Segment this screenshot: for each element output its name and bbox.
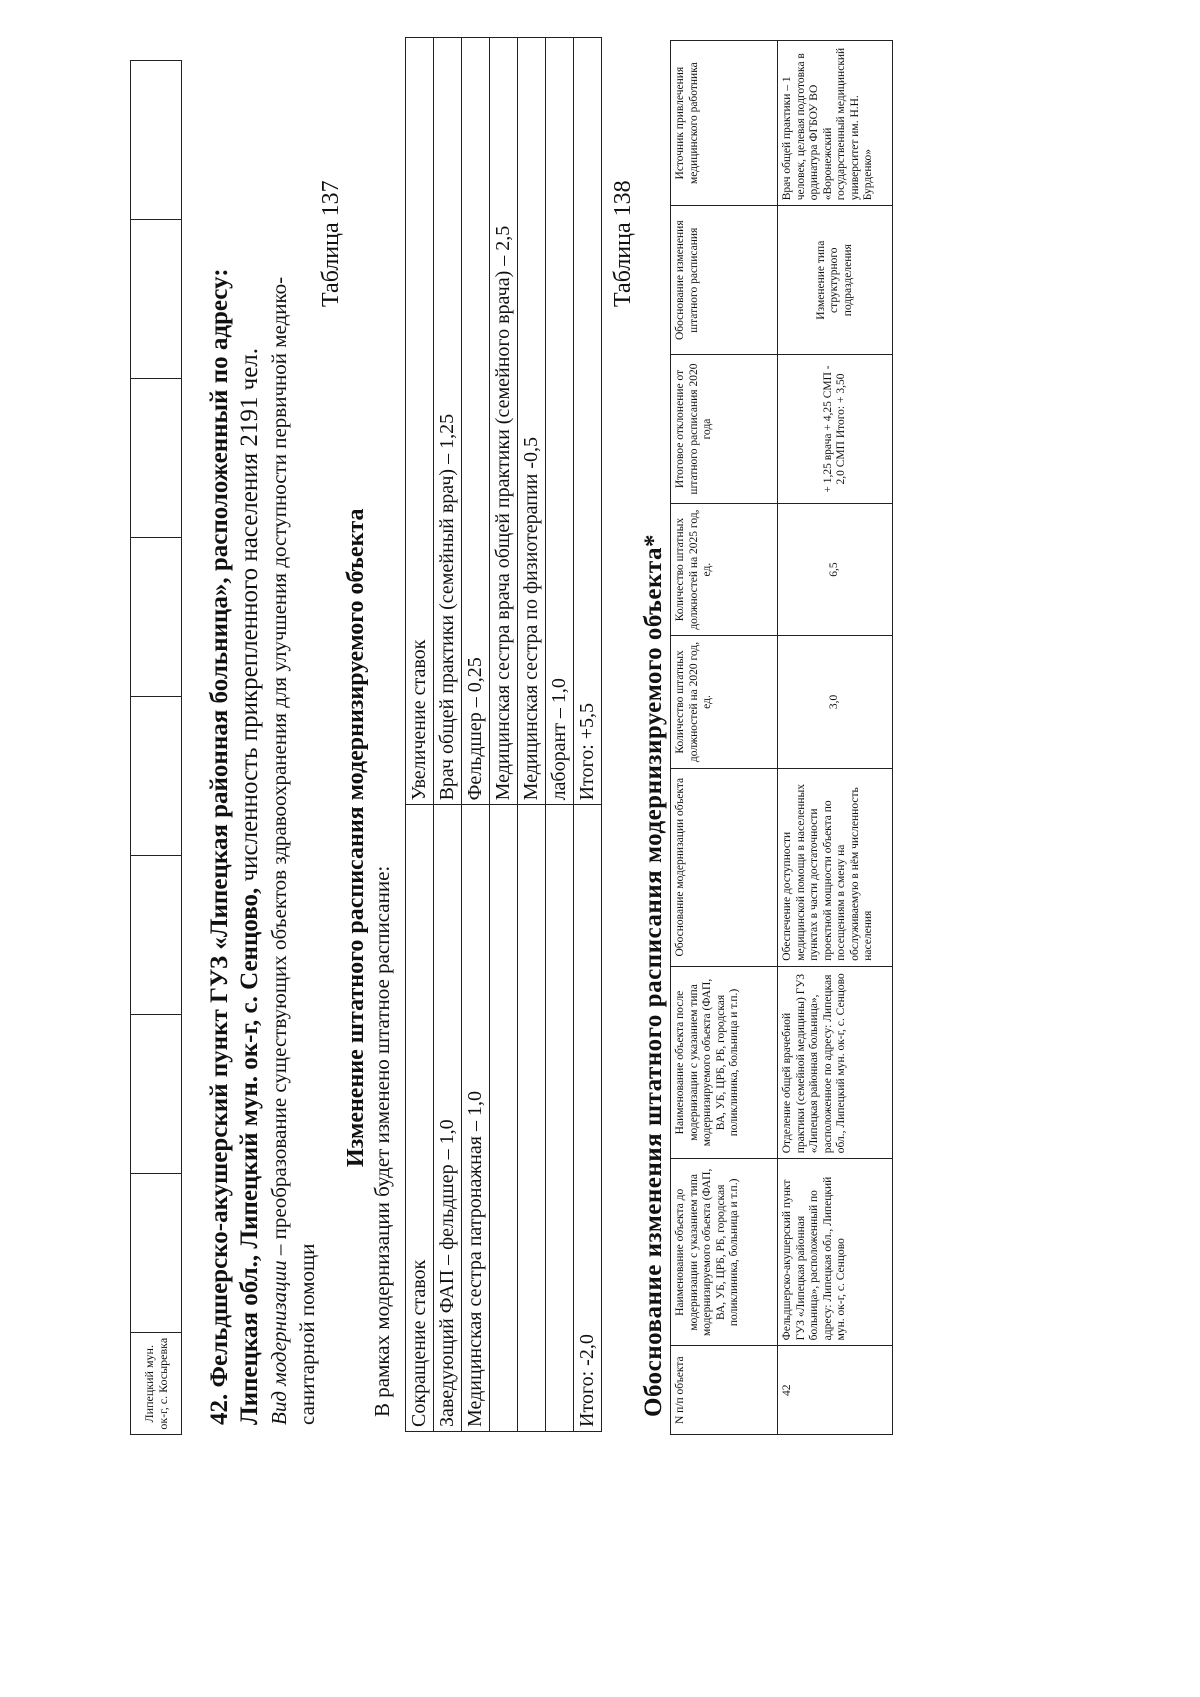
table-cell: Изменение типа структурного подразделения (778, 206, 893, 355)
table137-label: Таблица 137 (318, 180, 344, 307)
table-row (518, 38, 546, 1432)
column-header: Количество штатных должностей на 2025 год, ед. (671, 503, 778, 635)
table-cell (546, 805, 574, 1432)
table137-title: Изменение штатного расписания модернизируемого объекта (343, 508, 369, 1167)
table137-intro: В рамках модернизации будет изменено штатное расписание: (370, 865, 394, 1417)
table-cell: 6,5 (778, 503, 893, 635)
table-cell (518, 805, 546, 1432)
table-cell: Медицинская сестра патронажная – 1,0 (462, 805, 490, 1432)
table-row (462, 38, 490, 1432)
table-cell: Увеличение ставок (406, 38, 434, 805)
table-row (406, 38, 434, 1432)
heading-line2-bold: Липецкая обл., Липецкий мун. ок-г, с. Сенцово, (236, 887, 263, 1425)
table-row (490, 38, 518, 1432)
column-header: Обоснование модернизации объекта (671, 768, 778, 966)
table-cell: Врач общей практики – 1 человек, целевая подготовка в ординатура ФГБОУ ВО «Воронежский государственный медицинский университет им. Н.Н. Бурденко» (778, 41, 893, 206)
table-cell: Сокращение ставок (406, 805, 434, 1432)
table-cell: Заведующий ФАП – фельдшер – 1,0 (434, 805, 462, 1432)
table-cell: 42 (778, 1346, 893, 1435)
table138-title: Обоснование изменения штатного расписания модернизируемого объекта* (640, 534, 667, 1417)
table-cell: + 1,25 врача + 4,25 СМП - 2,0 СМП Итого: + 3,50 (778, 355, 893, 504)
vid-text: – преобразование существующих объектов здравоохранения для улучшения доступности первичной медико- (267, 276, 291, 1261)
column-header: N п/п объекта (671, 1346, 778, 1435)
top-strip-cell (131, 1174, 182, 1333)
table-row (546, 38, 574, 1432)
column-header: Наименование объекта после модернизации с указанием типа модернизируемого объекта (ФАП, ВА, УБ, ЦРБ, РБ, городская поликлиника, больница и т.п.) (671, 966, 778, 1159)
top-strip-cell: Липецкий мун. ок-г, с. Косыревка (131, 1333, 182, 1435)
table138-label: Таблица 138 (610, 180, 636, 307)
top-strip-cell (131, 697, 182, 856)
table-cell: Итого: +5,5 (574, 38, 602, 805)
table-cell: лаборант – 1,0 (546, 38, 574, 805)
staffing-change-table (405, 37, 602, 1432)
table-cell: Медицинская сестра по физиотерапии -0,5 (518, 38, 546, 805)
top-strip-cell (131, 856, 182, 1015)
heading-line2-rest: численность прикрепленного населения 2191 чел. (236, 347, 263, 888)
column-header: Количество штатных должностей на 2020 год, ед. (671, 636, 778, 768)
top-strip-cell (131, 379, 182, 538)
column-header: Наименование объекта до модернизации с указанием типа модернизируемого объекта (ФАП, ВА, УБ, ЦРБ, РБ, городская поликлиника, больница и т.п.) (671, 1159, 778, 1346)
table-cell: Фельдшерско-акушерский пункт ГУЗ «Липецкая районная больница», расположенный по адресу: Липецкая обл., Липецкий мун. ок-г, с. Сенцово (778, 1159, 893, 1346)
table-cell: 3,0 (778, 636, 893, 768)
table-cell: Врач общей практики (семейный врач) – 1,25 (434, 38, 462, 805)
column-header: Источник привлечения медицинского работника (671, 41, 778, 206)
modernization-type (265, 145, 321, 1425)
top-strip-cell (131, 1015, 182, 1174)
heading-line1: 42. Фельдшерско-акушерский пункт ГУЗ «Липецкая районная больница», расположенный по адресу: (206, 268, 233, 1425)
top-strip-table (130, 60, 182, 1435)
top-strip-cell (131, 220, 182, 379)
table-cell (490, 805, 518, 1432)
vid-text-2: санитарной помощи (295, 1243, 319, 1425)
table-row (778, 41, 893, 1435)
table-cell: Обеспечение доступности медицинской помощи в населенных пунктах в части достаточности проектной мощности объекта по посещениям в смену на обслуживаемую в нём численность населения (778, 768, 893, 966)
vid-label: Вид модернизации (267, 1260, 291, 1425)
table-cell: Фельдшер – 0,25 (462, 38, 490, 805)
top-strip-cell (131, 61, 182, 220)
table-row (434, 38, 462, 1432)
section-heading (205, 105, 265, 1425)
table-cell: Отделение общей врачебной практики (семейной медицины) ГУЗ «Липецкая районная больница», расположенное по адресу: Липецкая обл., Липецкий мун. ок-г, с. Сенцово (778, 966, 893, 1159)
table-cell: Итого: -2,0 (574, 805, 602, 1432)
column-header: Обоснование изменения штатного расписания (671, 206, 778, 355)
table-cell: Медицинская сестра врача общей практики (семейного врача) – 2,5 (490, 38, 518, 805)
justification-table (670, 40, 893, 1435)
top-strip-cell (131, 538, 182, 697)
table-row (574, 38, 602, 1432)
table-header-row (671, 41, 778, 1435)
column-header: Итоговое отклонение от штатного расписания 2020 года (671, 355, 778, 504)
